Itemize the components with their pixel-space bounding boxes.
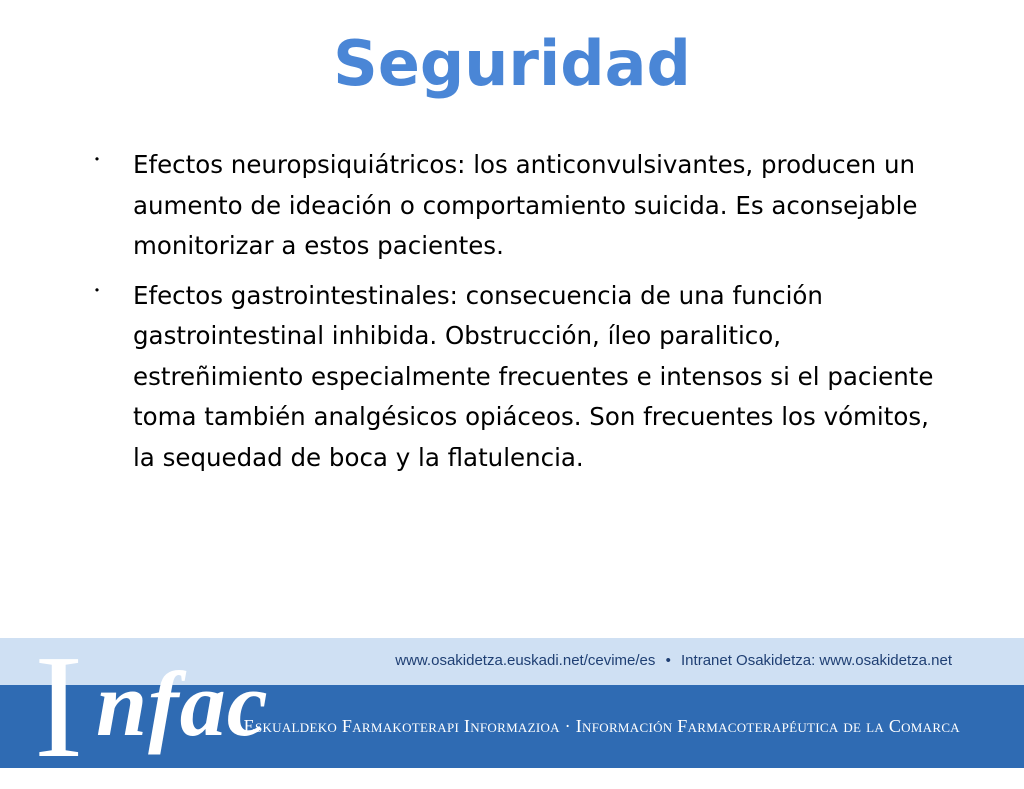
bullet-text: Efectos gastrointestinales: consecuencia de una función gastrointestinal inhibida. Obstrucción, íleo paralitico, estreñimiento especialmente frecuentes e intensos si el paciente toma también analgésicos opiáceos. Son frecuentes los vómitos, la sequedad de boca y la flatulencia.: [133, 280, 934, 472]
bullet-marker: ・: [88, 150, 106, 171]
slide-title: Seguridad: [333, 27, 691, 100]
footer-separator: •: [665, 652, 671, 669]
footer-link-intranet[interactable]: Intranet Osakidetza: www.osakidetza.net: [681, 652, 952, 669]
footer-links: [395, 650, 952, 672]
bullet-text: Efectos neuropsiquiátricos: los anticonvulsivantes, producen un aumento de ideación o comportamiento suicida. Es aconsejable monitorizar a estos pacientes.: [133, 150, 918, 260]
footer-link-cevime[interactable]: www.osakidetza.euskadi.net/cevime/es: [395, 652, 656, 669]
logo-wordmark: nfac: [96, 653, 269, 755]
bullet-marker: ・: [88, 280, 106, 302]
bullet-item-gastrointestinal: [88, 276, 948, 479]
bullet-item-neuropsychiatric: [88, 145, 948, 267]
footer-tagline: Eskualdeko Farmakoterapi Informazioa · Información Farmacoterapéutica de la Comarca: [243, 716, 960, 736]
logo-capital-letter: I: [34, 625, 84, 789]
infac-logo: [34, 625, 334, 789]
bullet-list: [88, 145, 948, 487]
